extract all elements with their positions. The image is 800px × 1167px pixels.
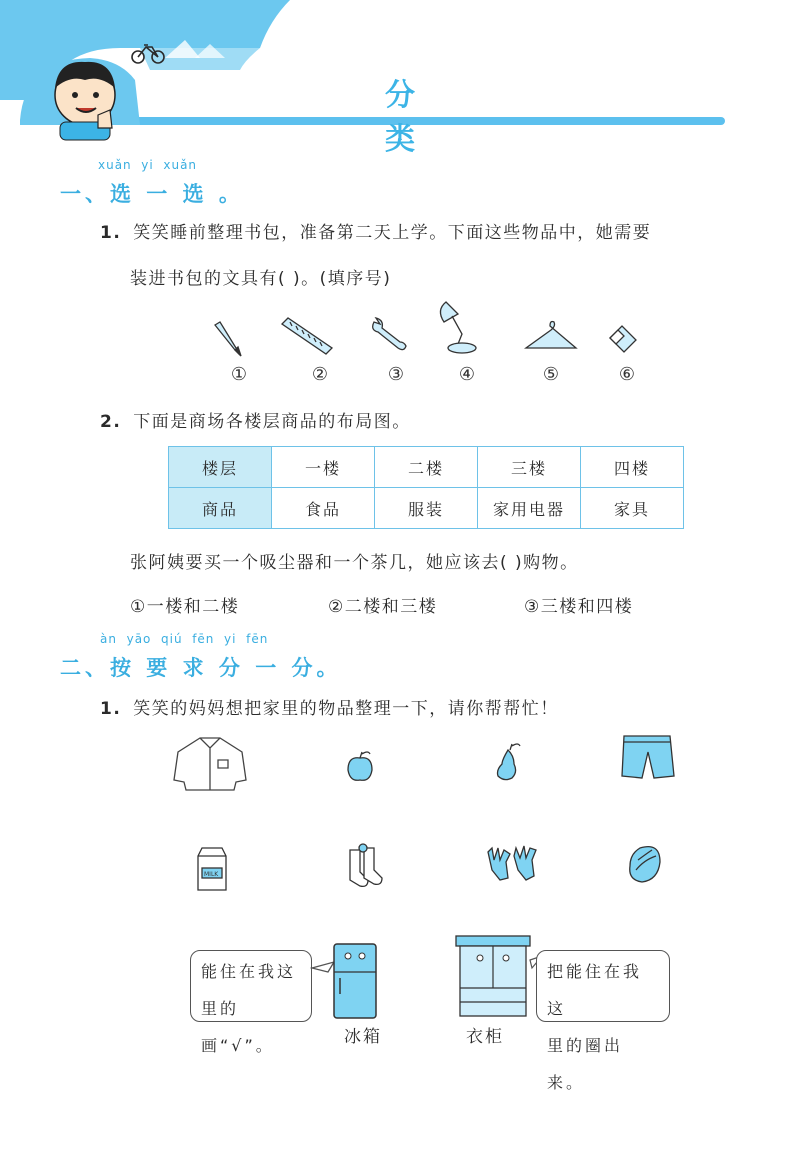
item-label-4: ④ [458, 364, 476, 385]
milk-carton-icon [198, 848, 226, 890]
desk-lamp-icon [440, 302, 476, 353]
shorts-icon [622, 736, 674, 778]
pear-icon [498, 744, 521, 780]
wardrobe-bubble-line2: 里的圈出来。 [547, 1036, 624, 1092]
hanger-icon [526, 322, 576, 349]
table-cell: 食品 [272, 488, 375, 529]
wardrobe-caption: 衣柜 [466, 1027, 504, 1047]
gloves-icon [488, 846, 536, 880]
s1-q1-line2: 装进书包的文具有( )。(填序号) [130, 269, 392, 289]
item-label-5: ⑤ [542, 364, 560, 385]
table-row [169, 447, 684, 488]
table-header-cell: 楼层 [169, 447, 272, 488]
page-title: 分 类 [385, 78, 455, 157]
option-3: ③三楼和四楼 [524, 597, 634, 617]
floor-layout-table [168, 446, 684, 529]
table-cell: 四楼 [581, 447, 684, 488]
s1-q1-line1 [100, 218, 651, 243]
s1-q2-number: 2. [100, 412, 122, 432]
table-cell: 家用电器 [478, 488, 581, 529]
s1-q2-text: 下面是商场各楼层商品的布局图。 [133, 412, 411, 432]
fridge-icon [310, 938, 390, 1028]
section1-title: 一、选 一 选 。 [60, 182, 244, 206]
stationery-icons [200, 300, 660, 360]
wrench-icon [373, 318, 406, 350]
s1-q1-text1: 笑笑睡前整理书包，准备第二天上学。下面这些物品中，她需要 [133, 223, 652, 243]
item-label-1: ① [230, 364, 248, 385]
section2-title: 二、按 要 求 分 一 分。 [60, 656, 342, 680]
s2-q1-text: 笑笑的妈妈想把家里的物品整理一下，请你帮帮忙！ [133, 699, 559, 719]
fridge-bubble-line2: 里的画“√”。 [201, 999, 275, 1055]
s1-q2-question: 张阿姨要买一个吸尘器和一个茶几，她应该去( )购物。 [130, 553, 579, 573]
pencil-icon [215, 322, 241, 356]
fridge-caption: 冰箱 [344, 1027, 382, 1047]
section1-pinyin: xuǎn yi xuǎn [98, 158, 198, 172]
eraser-icon [610, 326, 636, 352]
option-1: ①一楼和二楼 [130, 597, 240, 617]
household-items [170, 730, 690, 900]
table-cell: 家具 [581, 488, 684, 529]
wardrobe-speech-bubble [536, 950, 670, 1092]
table-row [169, 488, 684, 529]
s1-q1-number: 1. [100, 223, 122, 243]
table-cell: 二楼 [375, 447, 478, 488]
milk-label: MILK [204, 871, 219, 878]
table-cell: 三楼 [478, 447, 581, 488]
option-2: ②二楼和三楼 [328, 597, 438, 617]
item-label-6: ⑥ [618, 364, 636, 385]
fridge-bubble-line1: 能住在我这 [201, 962, 297, 981]
socks-icon [350, 844, 382, 886]
table-header-cell: 商品 [169, 488, 272, 529]
item-label-3: ③ [387, 364, 405, 385]
s1-q2-line [100, 407, 411, 432]
wardrobe-bubble-line1: 把能住在我这 [547, 962, 643, 1018]
table-cell: 一楼 [272, 447, 375, 488]
boy-mascot-icon [55, 62, 115, 140]
s2-q1-number: 1. [100, 699, 122, 719]
ruler-icon [282, 318, 332, 354]
section2-pinyin: àn yāo qiú fēn yi fēn [100, 632, 269, 646]
shirt-icon [174, 738, 246, 790]
fridge-speech-bubble [190, 950, 312, 1055]
s2-q1-line [100, 694, 559, 719]
item-label-2: ② [311, 364, 329, 385]
apple-icon [348, 752, 372, 780]
table-cell: 服装 [375, 488, 478, 529]
wardrobe-icon [450, 930, 545, 1025]
cabbage-icon [630, 847, 660, 882]
